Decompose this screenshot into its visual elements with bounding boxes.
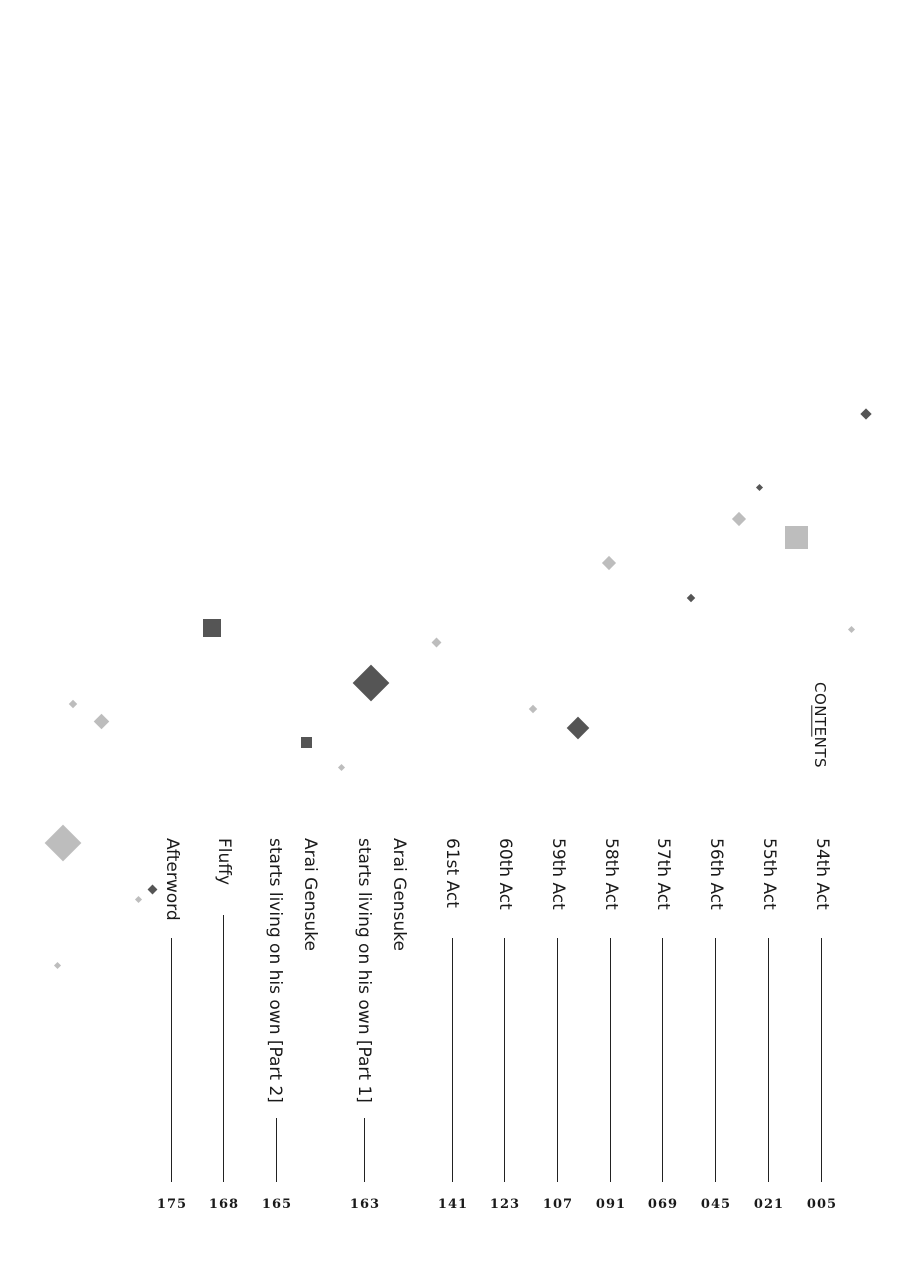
square-icon [203, 619, 221, 637]
square-icon [785, 526, 808, 549]
page-number: 021 [753, 1197, 785, 1212]
page-number: 163 [349, 1197, 381, 1212]
page-number: 005 [806, 1197, 838, 1212]
toc-title: 59th Act [548, 838, 568, 910]
toc-title-line1: Arai Gensuke [300, 838, 320, 951]
diamond-icon [567, 717, 590, 740]
leader-line [171, 938, 172, 1182]
toc-title-line1: Arai Gensuke [389, 838, 409, 951]
diamond-icon [756, 484, 763, 491]
toc-title: 58th Act [601, 838, 621, 910]
toc-title: Afterword [162, 838, 182, 921]
diamond-icon [732, 512, 746, 526]
leader-line [223, 915, 224, 1182]
leader-line [364, 1118, 365, 1182]
leader-line [452, 938, 453, 1182]
page-number: 091 [595, 1197, 627, 1212]
page-number: 069 [647, 1197, 679, 1212]
diamond-icon [148, 885, 158, 895]
leader-line [662, 938, 663, 1182]
page-number: 141 [437, 1197, 469, 1212]
diamond-icon [45, 825, 82, 862]
toc-title: 61st Act [442, 838, 462, 908]
page-number: 123 [489, 1197, 521, 1212]
diamond-icon [135, 896, 142, 903]
diamond-icon [687, 594, 695, 602]
diamond-icon [860, 408, 871, 419]
diamond-icon [54, 962, 61, 969]
diamond-icon [432, 638, 442, 648]
square-icon [301, 737, 312, 748]
toc-title-line2: starts living on his own [Part 2] [265, 838, 285, 1103]
diamond-icon [94, 714, 110, 730]
page-number: 045 [700, 1197, 732, 1212]
diamond-icon [602, 556, 616, 570]
toc-title: 55th Act [759, 838, 779, 910]
toc-title: 54th Act [812, 838, 832, 910]
leader-line [610, 938, 611, 1182]
page-number: 107 [542, 1197, 574, 1212]
leader-line [276, 1118, 277, 1182]
toc-title: 57th Act [653, 838, 673, 910]
toc-title: 60th Act [495, 838, 515, 910]
leader-line [557, 938, 558, 1182]
toc-title: 56th Act [706, 838, 726, 910]
page-number: 175 [156, 1197, 188, 1212]
leader-line [821, 938, 822, 1182]
diamond-icon [69, 700, 77, 708]
page-number: 168 [208, 1197, 240, 1212]
diamond-icon [529, 705, 537, 713]
toc-title-line2: starts living on his own [Part 1] [354, 838, 374, 1103]
page-number: 165 [261, 1197, 293, 1212]
leader-line [768, 938, 769, 1182]
diamond-icon [848, 626, 855, 633]
leader-line [715, 938, 716, 1182]
diamond-icon [338, 764, 345, 771]
diamond-icon [353, 665, 390, 702]
toc-title: Fluffy [214, 838, 234, 886]
leader-line [504, 938, 505, 1182]
contents-heading: CONTENTS [811, 682, 829, 769]
